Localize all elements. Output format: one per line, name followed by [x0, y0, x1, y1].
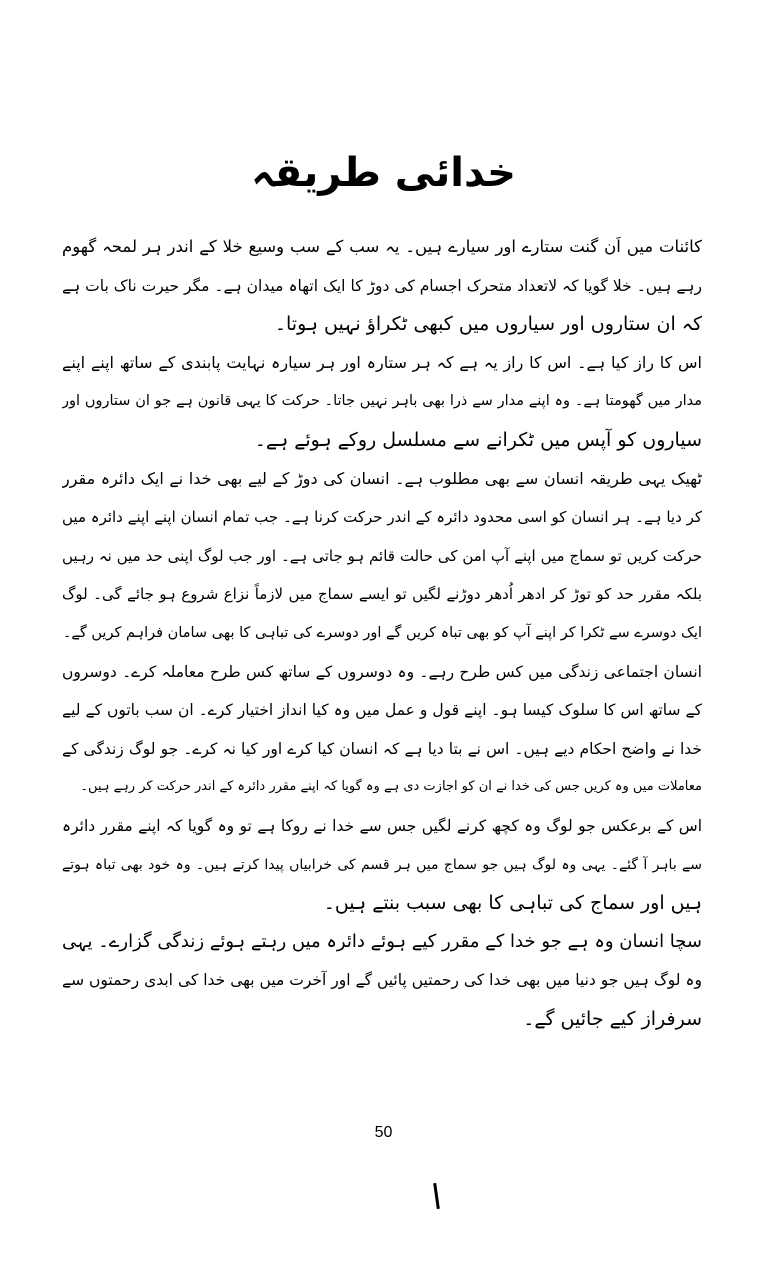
text-line: سرفراز کیے جائیں گے۔ [523, 1007, 702, 1030]
page-number: 50 [374, 1124, 393, 1141]
text-line: کے ساتھ اس کا سلوک کیسا ہو۔ اپنے قول و عمل میں وہ کیا انداز اختیار کرے۔ ان سب باتوں کے لیے [62, 701, 702, 720]
text-line: اس کا راز کیا ہے۔ اس کا راز یہ ہے کہ ہر ستارہ اور ہر سیارہ نہایت پابندی کے ساتھ اپنے اپنے [62, 352, 702, 372]
text-line: خدا نے واضح احکام دیے ہیں۔ اس نے بتا دیا ہے کہ انسان کیا کرے اور کیا نہ کرے۔ جو لوگ زندگی کے [62, 739, 702, 758]
article-body [62, 228, 702, 1038]
text-line: بلکہ مقرر حد کو توڑ کر ادھر اُدھر دوڑنے لگیں تو ایسے سماج میں لازماً نزاع شروع ہو جائے گی۔ لوگ [62, 585, 702, 604]
text-line: سیاروں کو آپس میں ٹکرانے سے مسلسل روکے ہوئے ہے۔ [254, 428, 702, 451]
text-line: کر دیا ہے۔ ہر انسان کو اسی محدود دائرہ کے اندر حرکت کرنا ہے۔ جب تمام انسان اپنے اپنے دائرہ میں [62, 508, 702, 527]
text-line: اس کے برعکس جو لوگ وہ کچھ کرنے لگیں جس سے خدا نے روکا ہے تو وہ گویا کہ اپنے مقرر دائرہ [62, 816, 702, 835]
text-line: رہے ہیں۔ خلا گویا کہ لاتعداد متحرک اجسام کی دوڑ کا ایک اتھاہ میدان ہے۔ مگر حیرت ناک بات ہے [62, 276, 702, 295]
page-title: خدائی طریقہ [251, 150, 516, 196]
text-line: ٹھیک یہی طریقہ انسان سے بھی مطلوب ہے۔ انسان کی دوڑ کے لیے بھی خدا نے ایک دائرہ مقرر [62, 468, 702, 488]
text-line: سچا انسان وہ ہے جو خدا کے مقرر کیے ہوئے دائرہ میں رہتے ہوئے زندگی گزارے۔ یہی [62, 930, 702, 952]
text-line: معاملات میں وہ کریں جس کی خدا نے ان کو اجازت دی ہے وہ گویا کہ اپنے مقرر دائرہ کے اندر حرکت کر رہے ہیں۔ [80, 779, 702, 795]
text-line: مدار میں گھومتا ہے۔ وہ اپنے مدار سے ذرا بھی باہر نہیں جاتا۔ حرکت کا یہی قانون ہے جو ان ستاروں اور [62, 393, 702, 410]
text-line: ایک دوسرے سے ٹکرا کر اپنے آپ کو بھی تباہ کریں گے اور دوسرے کی تباہی کا بھی سامان فراہم کریں گے۔ [62, 624, 702, 641]
text-line: سے باہر آ گئے۔ یہی وہ لوگ ہیں جو سماج میں ہر قسم کی خرابیاں پیدا کرتے ہیں۔ وہ خود بھی تباہ ہوتے [62, 856, 702, 873]
text-line: انسان اجتماعی زندگی میں کس طرح رہے۔ وہ دوسروں کے ساتھ کس طرح معاملہ کرے۔ دوسروں [62, 662, 702, 681]
text-line: کہ ان ستاروں اور سیاروں میں کبھی ٹکراؤ نہیں ہوتا۔ [274, 313, 702, 336]
scan-mark [433, 1183, 440, 1209]
text-line: ہیں اور سماج کی تباہی کا بھی سبب بنتے ہیں۔ [323, 892, 702, 915]
text-line: حرکت کریں تو سماج میں اپنے آپ امن کی حالت قائم ہو جاتی ہے۔ اور جب لوگ اپنی حد میں نہ رہیں [62, 546, 702, 565]
text-line: کائنات میں اَن گنت ستارے اور سیارے ہیں۔ یہ سب کے سب وسیع خلا کے اندر ہر لمحہ گھوم [62, 237, 702, 256]
text-line: وہ لوگ ہیں جو دنیا میں بھی خدا کی رحمتیں پائیں گے اور آخرت میں بھی خدا کی ابدی رحمتوں سے [62, 971, 702, 990]
